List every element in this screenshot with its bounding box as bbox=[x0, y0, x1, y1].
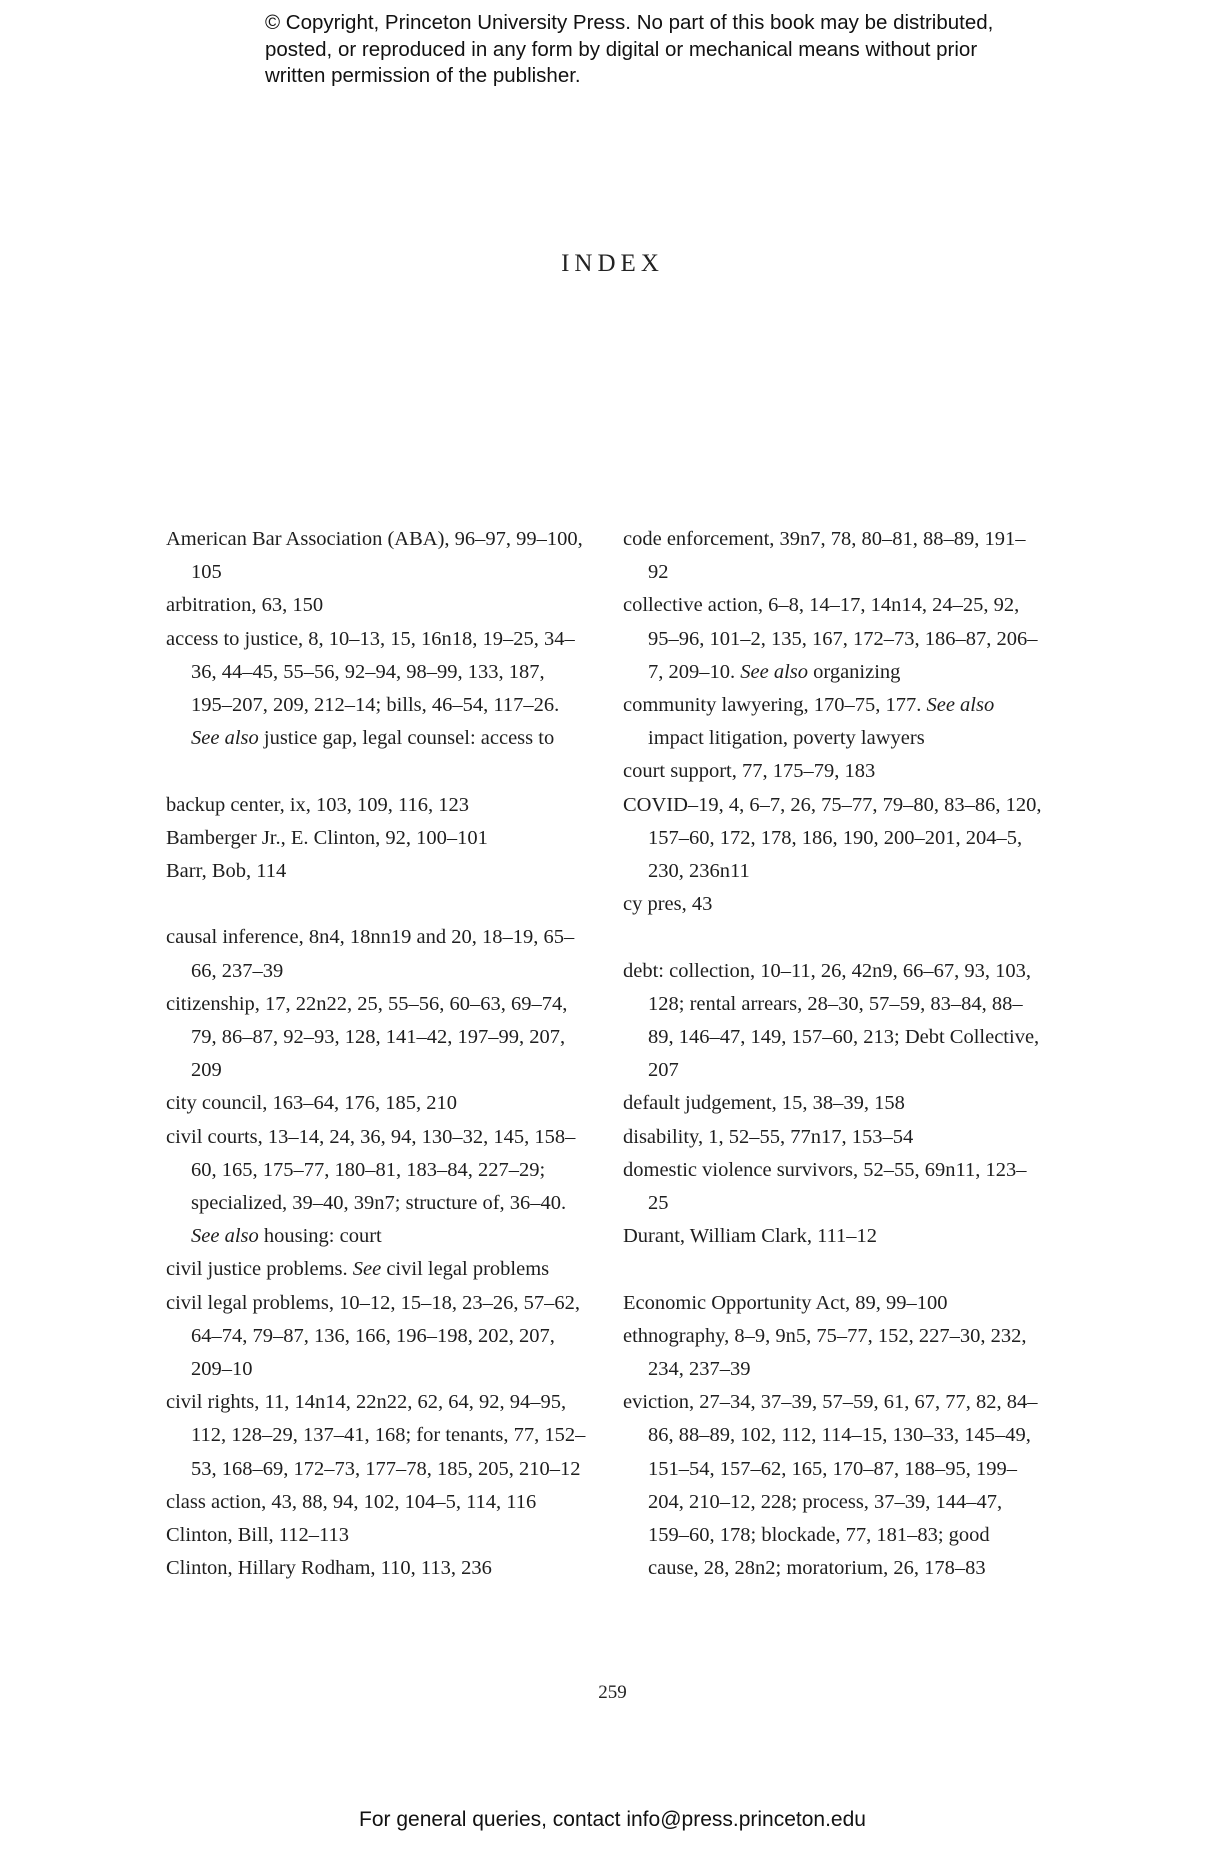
index-entry: backup center, ix, 103, 109, 116, 123 bbox=[166, 793, 470, 816]
index-entry: citizenship, 17, 22n22, 25, 55–56, 60–63, 69–74, 79, 86–87, 92–93, 128, 141–42, 197–99, 207, 209 bbox=[166, 992, 568, 1082]
index-entry: ethnography, 8–9, 9n5, 75–77, 152, 227–30, 232, 234, 237–39 bbox=[623, 1324, 1027, 1381]
index-entry: causal inference, 8n4, 18nn19 and 20, 18–19, 65–66, 237–39 bbox=[166, 926, 575, 982]
index-entry: cy pres, 43 bbox=[623, 893, 713, 916]
footer-contact: For general queries, contact info@press.princeton.edu bbox=[359, 1808, 866, 1831]
index-entry: Barr, Bob, 114 bbox=[166, 860, 287, 883]
index-entry: American Bar Association (ABA), 96–97, 99–100, 105 bbox=[166, 528, 583, 584]
index-entry: disability, 1, 52–55, 77n17, 153–54 bbox=[623, 1125, 914, 1148]
index-entry: Clinton, Bill, 112–113 bbox=[166, 1524, 349, 1547]
index-column-left bbox=[166, 523, 586, 1585]
index-entry: civil rights, 11, 14n14, 22n22, 62, 64, 92, 94–95, 112, 128–29, 137–41, 168; for tenants, 77, 152–53, 168–69, 172–73, 177–78, 185, 205, 210–12 bbox=[166, 1391, 586, 1480]
index-entry: Economic Opportunity Act, 89, 99–100 bbox=[623, 1291, 948, 1314]
page-title: INDEX bbox=[561, 250, 664, 277]
index-column-right bbox=[623, 523, 1043, 1585]
index-entry: code enforcement, 39n7, 78, 80–81, 88–89, 191–92 bbox=[623, 528, 1026, 584]
see-also-ref: See also bbox=[926, 694, 995, 717]
index-entry: Bamberger Jr., E. Clinton, 92, 100–101 bbox=[166, 826, 488, 849]
index-entry: city council, 163–64, 176, 185, 210 bbox=[166, 1092, 457, 1115]
see-also-ref: See also bbox=[740, 660, 808, 683]
copyright-notice: © Copyright, Princeton University Press. No part of this book may be distributed, posted, or reproduced in any form by digital or mechanical means without prior written permission of the publisher. bbox=[265, 11, 994, 87]
see-ref: See bbox=[352, 1258, 382, 1281]
index-entry: Clinton, Hillary Rodham, 110, 113, 236 bbox=[166, 1557, 492, 1580]
index-entry: default judgement, 15, 38–39, 158 bbox=[623, 1092, 905, 1115]
index-entry: arbitration, 63, 150 bbox=[166, 594, 324, 617]
see-also-ref: See also bbox=[191, 1225, 259, 1248]
page-number: 259 bbox=[598, 1682, 627, 1703]
index-entry: debt: collection, 10–11, 26, 42n9, 66–67, 93, 103, 128; rental arrears, 28–30, 57–59, 83–84, 88–89, 146–47, 149, 157–60, 213; Debt Collective, 207 bbox=[623, 959, 1040, 1082]
index-entry: class action, 43, 88, 94, 102, 104–5, 114, 116 bbox=[166, 1490, 537, 1513]
index-entry: domestic violence survivors, 52–55, 69n11, 123–25 bbox=[623, 1158, 1027, 1215]
index-entry: civil courts, 13–14, 24, 36, 94, 130–32, 145, 158–60, 165, 175–77, 180–81, 183–84, 227–29; specialized, 39–40, 39n7; structure of, 36–40. See also housing: court bbox=[166, 1125, 576, 1248]
index-entry: civil justice problems. See civil legal problems bbox=[166, 1258, 550, 1281]
index-entry: COVID–19, 4, 6–7, 26, 75–77, 79–80, 83–86, 120, 157–60, 172, 178, 186, 190, 200–201, 204–5, 230, 236n11 bbox=[623, 793, 1042, 883]
index-entry: eviction, 27–34, 37–39, 57–59, 61, 67, 77, 82, 84–86, 88–89, 102, 112, 114–15, 130–33, 145–49, 151–54, 157–62, 165, 170–87, 188–95, 199–204, 210–12, 228; process, 37–39, 144–47, 159–60, 178; blockade, 77, 181–83; good cause, 28, 28n2; moratorium, 26, 178–83 bbox=[623, 1391, 1038, 1580]
index-entry: collective action, 6–8, 14–17, 14n14, 24–25, 92, 95–96, 101–2, 135, 167, 172–73, 186–87, 206–7, 209–10. See also organizing bbox=[623, 594, 1038, 683]
index-entry: community lawyering, 170–75, 177. See also impact litigation, poverty lawyers bbox=[623, 694, 995, 750]
index-entry: court support, 77, 175–79, 183 bbox=[623, 760, 876, 783]
index-entry: Durant, William Clark, 111–12 bbox=[623, 1225, 878, 1248]
index-entry: civil legal problems, 10–12, 15–18, 23–26, 57–62, 64–74, 79–87, 136, 166, 196–198, 202, 207, 209–10 bbox=[166, 1291, 580, 1381]
index-entry: access to justice, 8, 10–13, 15, 16n18, 19–25, 34–36, 44–45, 55–56, 92–94, 98–99, 133, 187, 195–207, 209, 212–14; bills, 46–54, 117–26. See also justice gap, legal counsel: access to bbox=[166, 627, 575, 750]
see-also-ref: See also bbox=[191, 727, 259, 750]
